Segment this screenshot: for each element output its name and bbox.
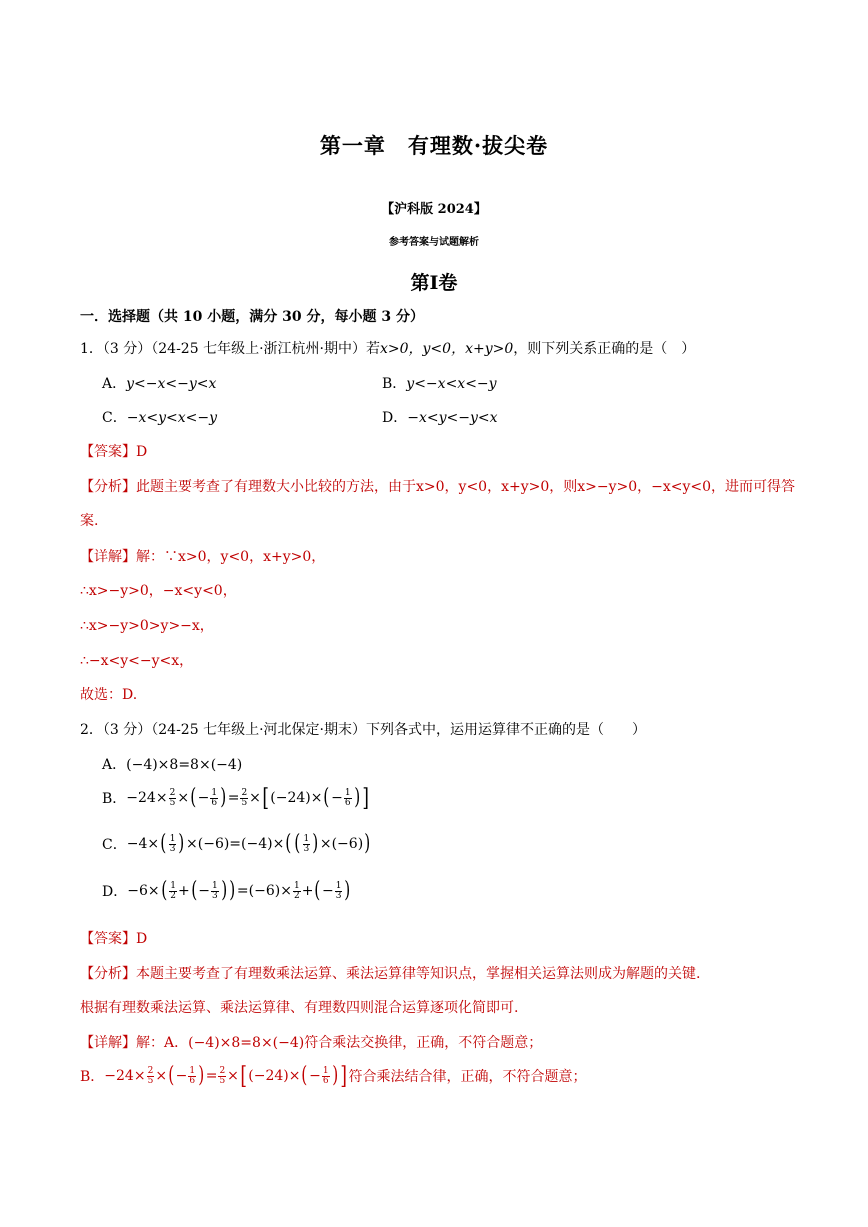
fraction [240, 789, 248, 808]
detail-text: 符合乘法结合律，正确，不符合题意； [348, 1069, 587, 1085]
answer-value: D [136, 931, 148, 947]
q1-detail-line-5: 故选：D. [80, 687, 138, 703]
option-label: D． [382, 410, 408, 426]
numerator: 1 [169, 833, 176, 844]
denominator: 3 [303, 843, 310, 854]
denominator: 5 [219, 1075, 226, 1086]
volume-heading: 第Ⅰ卷 [410, 272, 458, 294]
option-label: D． [102, 884, 128, 900]
numerator: 1 [170, 880, 176, 891]
right-paren: ) [364, 831, 371, 856]
right-paren: ) [344, 878, 351, 903]
numerator: 1 [293, 880, 300, 891]
denominator: 5 [241, 797, 248, 808]
q1-detail-line-2: ∴x>−y>0，−x<y<0， [80, 583, 237, 599]
math-text: − [197, 790, 210, 806]
option-label: A． [102, 757, 127, 773]
right-paren: ) [229, 878, 236, 903]
numerator: 2 [241, 787, 248, 798]
left-paren: ( [323, 785, 330, 810]
math-text: × [249, 790, 261, 806]
numerator: 2 [219, 1065, 226, 1076]
fraction [303, 835, 311, 854]
right-bracket: ] [340, 1062, 348, 1090]
analysis-text: 本题主要考查了有理数乘法运算、乘法运算律等知识点，掌握相关运算法则成为解题的关键. [136, 966, 701, 982]
option-label: C． [102, 410, 127, 426]
fraction [335, 882, 343, 901]
math-text: − [322, 883, 334, 899]
section-header: 一．选择题（共 10 小题，满分 30 分，每小题 3 分） [80, 309, 424, 325]
denominator: 6 [344, 797, 351, 808]
option-label: C． [102, 837, 127, 853]
q1-answer [80, 441, 147, 461]
fraction [210, 789, 218, 808]
answer-tag: 【答案】 [80, 444, 136, 460]
option-label: A． [102, 376, 127, 392]
detail-text: 解：∵x>0，y<0，x+y>0， [136, 549, 326, 565]
left-paren: ( [160, 831, 167, 856]
fraction [293, 882, 301, 901]
analysis-tag: 【分析】 [80, 479, 136, 495]
document-title: 第一章 有理数·拔尖卷 [319, 133, 549, 158]
fraction [322, 1067, 330, 1086]
math-text: − [175, 1068, 188, 1084]
denominator: 5 [147, 1075, 154, 1086]
q1-analysis-line-1 [80, 476, 795, 496]
option-label: B． [382, 376, 407, 392]
q1-analysis-line-2: 案. [80, 513, 99, 529]
left-bracket: [ [262, 784, 269, 812]
q2-option-c [102, 833, 372, 855]
math-text: × [227, 1068, 239, 1084]
left-paren: ( [301, 1063, 308, 1088]
numerator: 1 [344, 787, 351, 798]
answer-tag: 【答案】 [80, 931, 136, 947]
denominator: 6 [189, 1075, 196, 1086]
denominator: 5 [169, 797, 176, 808]
option-label: B． [102, 791, 127, 807]
q2-option-b [102, 786, 371, 810]
detail-text: 解：A．(−4)×8=8×(−4)符合乘法交换律，正确，不符合题意； [136, 1035, 543, 1051]
q2-detail-line-b [80, 1064, 587, 1088]
denominator: 3 [169, 843, 176, 854]
option-text: −x<y<−y<x [407, 410, 498, 426]
fraction [211, 882, 219, 901]
right-paren: ) [221, 878, 228, 903]
right-paren: ) [353, 785, 360, 810]
edition-label: 【沪科版 2024】 [381, 202, 487, 217]
q2-answer [80, 928, 147, 948]
q1-detail-line-1 [80, 546, 325, 566]
denominator: 6 [211, 797, 218, 808]
option-text: y<−x<x<−y [406, 376, 497, 392]
math-text: + [177, 883, 190, 899]
math-text: = [205, 1068, 218, 1084]
answer-value: D [136, 444, 148, 460]
q2-option-a [102, 754, 242, 774]
q2-option-d [102, 880, 352, 902]
math-text: ×(−6)=(−4)× [186, 836, 285, 852]
numerator: 1 [211, 787, 218, 798]
left-paren: ( [314, 878, 321, 903]
right-paren: ) [220, 785, 227, 810]
left-paren: ( [285, 831, 292, 856]
q1-option-b [382, 373, 497, 393]
fraction [344, 789, 352, 808]
math-text: −24× [104, 1068, 146, 1084]
math-text: × [155, 1068, 168, 1084]
q1-detail-line-4: ∴−x<y<−y<x， [80, 653, 194, 669]
detail-tag: 【详解】 [80, 549, 136, 565]
math-text: − [198, 883, 210, 899]
q1-option-c [102, 407, 217, 427]
q2-analysis-line-2: 根据有理数乘法运算、乘法运算律、有理数四则混合运算逐项化简即可. [80, 1000, 519, 1016]
math-text: × [177, 790, 190, 806]
fraction [169, 882, 177, 901]
fraction [188, 1067, 196, 1086]
numerator: 1 [189, 1065, 196, 1076]
right-paren: ) [331, 1063, 338, 1088]
question-2-stem: 2．（3 分）（24-25 七年级上·河北保定·期末）下列各式中，运用运算律不正确的是（ ） [80, 722, 646, 738]
analysis-tag: 【分析】 [80, 966, 136, 982]
q1-stem-suffix: ，则下列关系正确的是（ ） [513, 341, 696, 357]
q1-stem-condition: x>0，y<0，x+y>0 [379, 341, 514, 357]
left-paren: ( [168, 1063, 175, 1088]
denominator: 3 [335, 890, 342, 901]
denominator: 3 [212, 890, 218, 901]
right-paren: ) [312, 831, 319, 856]
right-paren: ) [198, 1063, 205, 1088]
left-paren: ( [294, 831, 301, 856]
right-paren: ) [178, 831, 185, 856]
document-subtitle: 参考答案与试题解析 [389, 237, 479, 248]
fraction [218, 1067, 226, 1086]
fraction [147, 1067, 155, 1086]
q1-detail-line-3: ∴x>−y>0>y>−x， [80, 618, 214, 634]
math-text: ×(−6) [319, 836, 364, 852]
q1-stem-prefix: 1．（3 分）（24-25 七年级上·浙江杭州·期中）若 [80, 341, 380, 357]
math-text: (−24)× [270, 790, 323, 806]
q2-analysis-line-1 [80, 963, 700, 983]
left-paren: ( [160, 878, 167, 903]
math-text: (−24)× [248, 1068, 301, 1084]
numerator: 1 [322, 1065, 329, 1076]
option-text: y<−x<−y<x [126, 376, 217, 392]
math-text: =(−6)× [236, 883, 292, 899]
fraction [169, 789, 177, 808]
math-text: − [309, 1068, 321, 1084]
math-text: −6× [127, 883, 160, 899]
left-paren: ( [190, 878, 197, 903]
denominator: 6 [322, 1075, 329, 1086]
numerator: 1 [212, 880, 218, 891]
math-text: −24× [126, 790, 168, 806]
analysis-text: 此题主要考查了有理数大小比较的方法，由于x>0，y<0，x+y>0，则x>−y>0，−x<y<0，进而可得答 [136, 479, 796, 495]
q2-detail-line-1 [80, 1032, 542, 1052]
left-bracket: [ [240, 1062, 247, 1090]
right-bracket: ] [362, 784, 370, 812]
question-1-stem [80, 338, 695, 358]
denominator: 2 [293, 890, 300, 901]
math-text: = [227, 790, 240, 806]
detail-label: B． [80, 1069, 105, 1085]
denominator: 2 [170, 890, 176, 901]
math-text: −4× [126, 836, 160, 852]
detail-tag: 【详解】 [80, 1035, 136, 1051]
math-text: + [301, 883, 314, 899]
option-text: (−4)×8=8×(−4) [126, 757, 243, 773]
option-text: −x<y<x<−y [126, 410, 217, 426]
numerator: 2 [147, 1065, 154, 1076]
fraction [169, 835, 177, 854]
q1-option-a [102, 373, 216, 393]
numerator: 1 [303, 833, 310, 844]
numerator: 2 [169, 787, 176, 798]
left-paren: ( [190, 785, 197, 810]
q1-option-d [382, 407, 498, 427]
math-text: − [331, 790, 343, 806]
numerator: 1 [335, 880, 342, 891]
